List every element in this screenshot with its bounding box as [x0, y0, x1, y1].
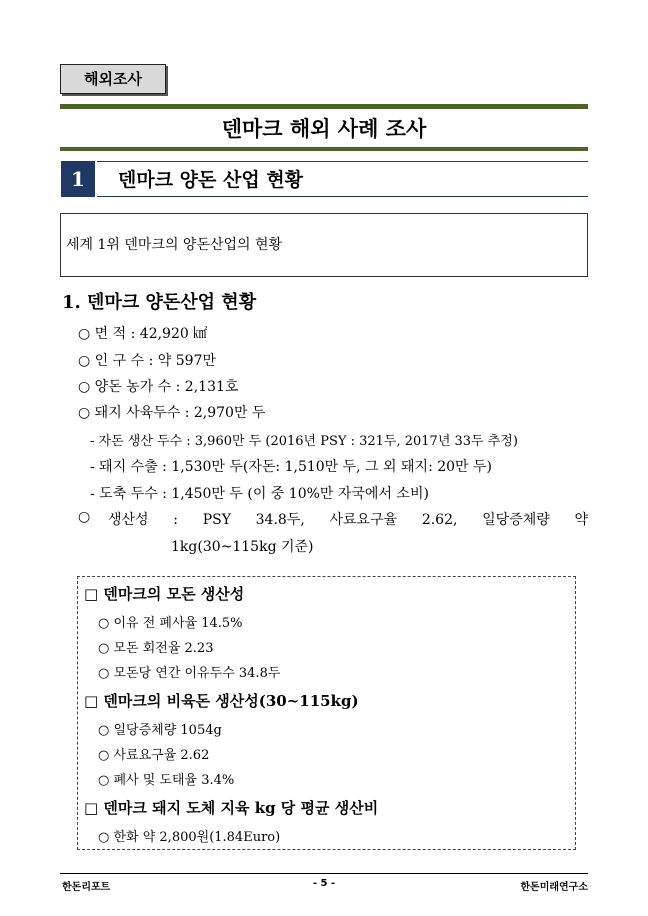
box-item: ○ 사료요구율 2.62 — [98, 748, 210, 763]
footer-rule — [60, 873, 588, 874]
page-number: - 5 - — [312, 878, 336, 889]
title-bottom-rule — [60, 147, 588, 151]
box-item: ○ 폐사 및 도태율 3.4% — [98, 773, 235, 788]
sub-piglets: - 자돈 생산 두수 : 3,960만 두 (2016년 PSY : 321두, 2017년 33두 추정) — [90, 434, 518, 449]
productivity-line-1: 생산성 : PSY 34.8두, 사료요구율 2.62, 일당증체량 약 — [108, 512, 588, 528]
bullet-farms: ○ 양돈 농가 수 : 2,131호 — [78, 379, 239, 395]
sub-exports: - 돼지 수출 : 1,530만 두(자돈: 1,510만 두, 그 외 돼지: 20만 두) — [90, 459, 493, 475]
box-item: ○ 모돈 회전율 2.23 — [98, 641, 214, 656]
box-item: ○ 일당증체량 1054g — [98, 723, 222, 738]
sub-slaughter: - 도축 두수 : 1,450만 두 (이 중 10%만 자국에서 소비) — [90, 486, 429, 502]
bullet-area: ○ 면 적 : 42,920 ㎢ — [78, 326, 208, 342]
bullet-population: ○ 인 구 수 : 약 597만 — [78, 353, 216, 369]
summary-text: 세계 1위 덴마크의 양돈산업의 현황 — [66, 237, 283, 253]
box-group-finisher-title: □ 덴마크의 비육돈 생산성(30~115kg) — [84, 692, 359, 710]
section-rule-top — [97, 161, 588, 162]
footer-right: 한돈미래연구소 — [520, 882, 588, 893]
section-title: 덴마크 양돈 산업 현황 — [118, 169, 304, 191]
box-item: ○ 한화 약 2,800원(1.84Euro) — [98, 830, 281, 845]
productivity-marker: ○ — [78, 509, 91, 525]
bullet-pigs: ○ 돼지 사육두수 : 2,970만 두 — [78, 405, 266, 421]
box-group-cost-title: □ 덴마크 돼지 도체 지육 kg 당 평균 생산비 — [84, 799, 379, 817]
subsection-heading: 1. 덴마크 양돈산업 현황 — [62, 292, 257, 313]
page-title: 덴마크 해외 사례 조사 — [221, 117, 427, 141]
footer-left: 한돈리포트 — [62, 882, 111, 893]
section-rule-bottom — [97, 196, 588, 197]
title-top-rule — [60, 104, 588, 109]
productivity-line-2: 1kg(30~115kg 기준) — [171, 539, 314, 555]
section-number: 1 — [61, 161, 95, 197]
box-group-sow-title: □ 덴마크의 모돈 생산성 — [84, 585, 245, 603]
category-tag: 해외조사 — [60, 64, 166, 94]
summary-box — [60, 213, 588, 277]
box-item: ○ 이유 전 폐사율 14.5% — [98, 616, 243, 631]
box-item: ○ 모돈당 연간 이유두수 34.8두 — [98, 666, 281, 681]
